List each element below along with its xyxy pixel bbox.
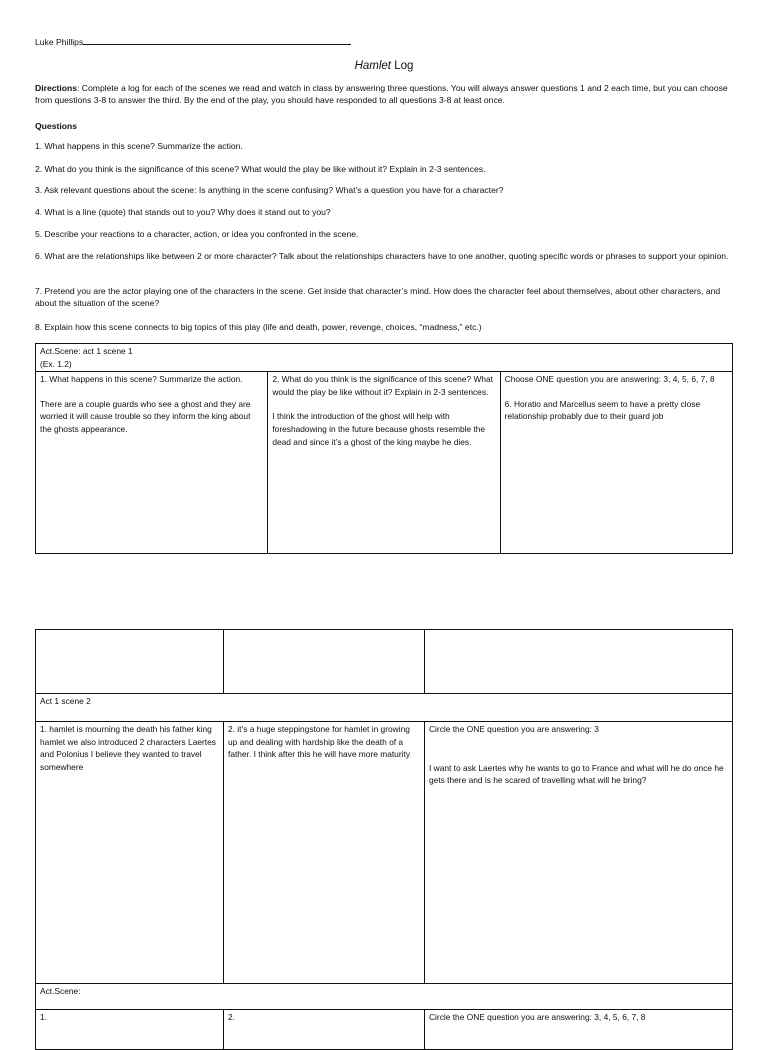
- directions-paragraph: [35, 82, 735, 106]
- answer-choice: 6. Horatio and Marcellus seem to have a pretty close relationship probably due to their guard job: [504, 398, 701, 422]
- answer-q1-scene3: 1.: [40, 1012, 47, 1022]
- blank-cell-2[interactable]: [224, 630, 425, 694]
- scene-log-table-1: [35, 343, 733, 554]
- answer-cell-choice[interactable]: [500, 372, 732, 554]
- question-3: 3. Ask relevant questions about the scene: Is anything in the scene confusing? What’s a question you have for a character?: [35, 185, 504, 195]
- question-1: 1. What happens in this scene? Summarize the action.: [35, 141, 243, 151]
- answer-cell-choice-scene2[interactable]: [425, 722, 733, 984]
- student-name: Luke Phillips: [35, 37, 84, 47]
- question-2: 2. What do you think is the significance of this scene? What would the play be like without it? Explain in 2-3 sentences.: [35, 164, 486, 174]
- prompt-choice: Choose ONE question you are answering: 3, 4, 5, 6, 7, 8: [504, 374, 715, 385]
- answer-q2: I think the introduction of the ghost will help with foreshadowing in the future because ghosts resemble the dead and since it’s a ghost of the king maybe he dies.: [272, 411, 486, 447]
- directions-label: Directions: [35, 83, 78, 93]
- question-5: 5. Describe your reactions to a character, action, or idea you confronted in the scene.: [35, 229, 359, 239]
- title-rest: Log: [391, 60, 414, 72]
- answer-cell-choice-scene3[interactable]: [425, 1010, 733, 1050]
- blank-cell-1[interactable]: [36, 630, 224, 694]
- answer-q1-scene2: 1. hamlet is mourning the death his father king hamlet we also introduced 2 characters Laertes and Polonius I believe they wanted to travel somewhere: [40, 724, 216, 772]
- answer-q1: There are a couple guards who see a ghost and they are worried it will cause trouble so they inform the king about the ghosts appearance.: [40, 398, 251, 435]
- scene-label-3: Act.Scene:: [40, 986, 81, 996]
- question-8: 8. Explain how this scene connects to big topics of this play (life and death, power, revenge, choices, “madness,” etc.): [35, 322, 482, 332]
- prompt-q1: 1. What happens in this scene? Summarize the action.: [40, 374, 243, 385]
- title-italic: Hamlet: [354, 60, 392, 72]
- scene-label-cell: [36, 344, 733, 372]
- prompt-choice-scene2: Circle the ONE question you are answering: 3: [429, 724, 599, 734]
- name-underline: [83, 36, 351, 45]
- student-name-line: [35, 36, 351, 48]
- page-title: [0, 58, 768, 74]
- questions-heading: Questions: [35, 121, 78, 131]
- question-7: 7. Pretend you are the actor playing one of the characters in the scene. Get inside that character’s mind. How does the character feel about themselves, about other characters, and about the situation of the scene?: [35, 286, 721, 309]
- answer-cell-q2-scene3[interactable]: [224, 1010, 425, 1050]
- answer-choice-scene2: I want to ask Laertes why he wants to go to France and what will he do once he gets there and is he scared of travelling what will he bring?: [429, 762, 724, 786]
- question-4: 4. What is a line (quote) that stands out to you? Why does it stand out to you?: [35, 207, 331, 217]
- answer-q2-scene2: 2. it’s a huge steppingstone for hamlet in growing up and dealing with hardship like the death of a father. I think after this he will have more maturity: [228, 724, 411, 760]
- question-6: 6. What are the relationships like between 2 or more character? Talk about the relationships characters have to one another, quoting specific words or phrases to support your opinion.: [35, 251, 729, 261]
- scene-label-cell-2: [36, 694, 733, 722]
- answer-cell-q2[interactable]: [268, 372, 500, 554]
- prompt-choice-scene3: Circle the ONE question you are answering: 3, 4, 5, 6, 7, 8: [429, 1012, 646, 1022]
- scene-label-cell-3: [36, 984, 733, 1010]
- answer-cell-q2-scene2[interactable]: [224, 722, 425, 984]
- scene-example: (Ex. 1.2): [40, 358, 72, 369]
- answer-q2-scene3: 2.: [228, 1012, 235, 1022]
- answer-cell-q1-scene2[interactable]: [36, 722, 224, 984]
- scene-label: Act.Scene: act 1 scene 1: [40, 346, 133, 356]
- answer-cell-q1[interactable]: [36, 372, 268, 554]
- prompt-q2: 2. What do you think is the significance of this scene? What would the play be like without it? Explain in 2-3 sentences.: [272, 374, 493, 397]
- blank-cell-3[interactable]: [425, 630, 733, 694]
- answer-cell-q1-scene3[interactable]: [36, 1010, 224, 1050]
- directions-text: : Complete a log for each of the scenes we read and watch in class by answering three questions. You will always answer questions 1 and 2 each time, but you can choose from questions 3-8 to answer the third. By the end of the play, you should have responded to all questions 3-8 at least once.: [35, 83, 728, 106]
- scene-label-2: Act 1 scene 2: [40, 696, 91, 706]
- scene-log-table-2: [35, 629, 733, 1050]
